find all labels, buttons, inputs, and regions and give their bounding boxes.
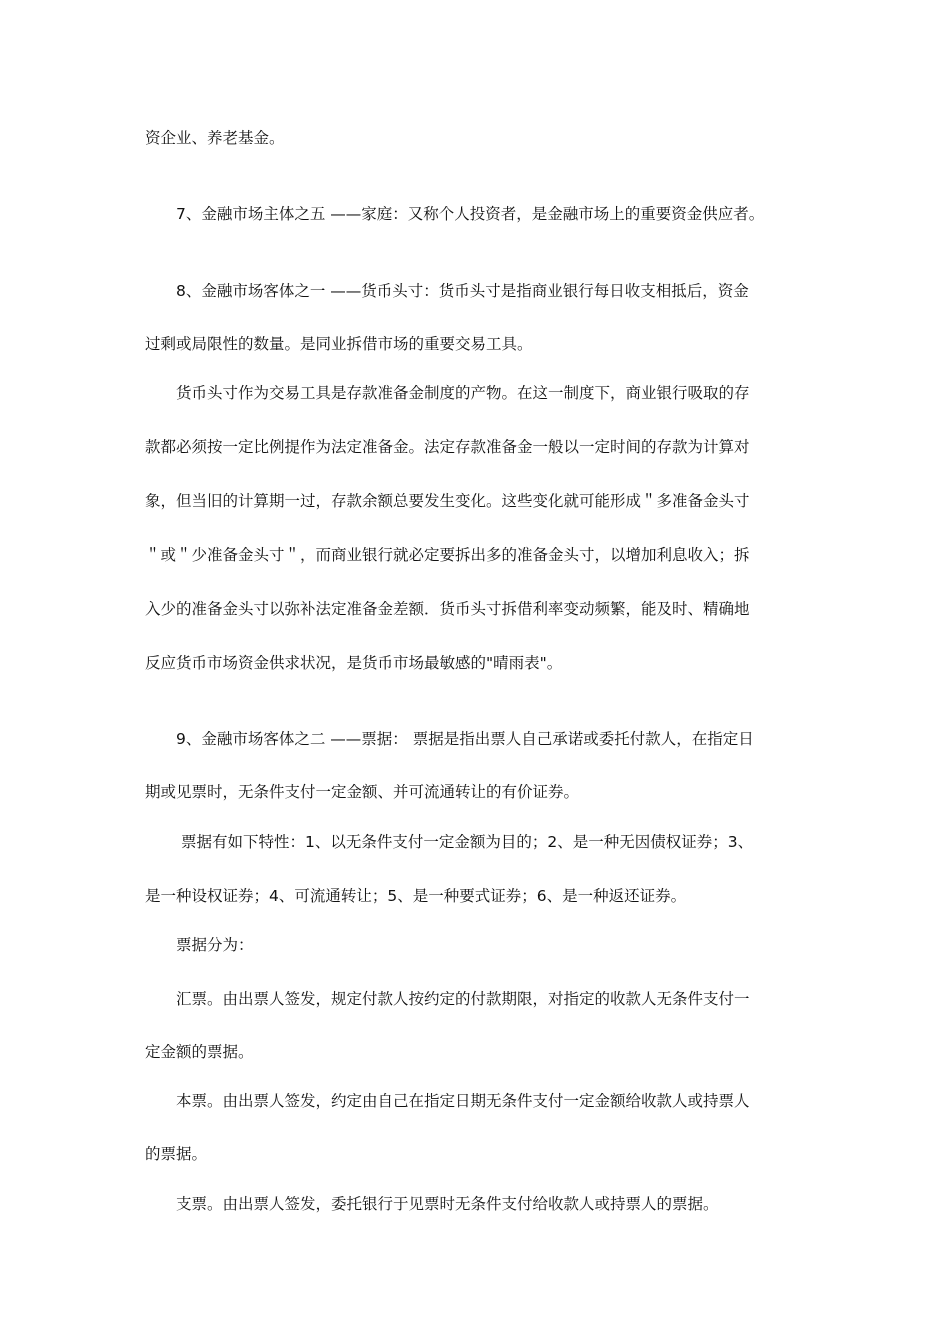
text-line: 反应货币市场资金供求状况，是货币市场最敏感的"晴雨表"。 [145, 654, 563, 672]
text-line: 票据分为： [176, 936, 254, 954]
text-line: 支票。由出票人签发，委托银行于见票时无条件支付给收款人或持票人的票据。 [176, 1195, 719, 1213]
text-line: 定金额的票据。 [145, 1043, 254, 1061]
text-line: 本票。由出票人签发，约定由自己在指定日期无条件支付一定金额给收款人或持票人 [176, 1092, 750, 1110]
text-line: 9、金融市场客体之二 ——票据： 票据是指出票人自己承诺或委托付款人，在指定日 [176, 730, 754, 748]
text-line: 货币头寸作为交易工具是存款准备金制度的产物。在这一制度下，商业银行吸取的存 [176, 384, 750, 402]
text-line: 入少的准备金头寸以弥补法定准备金差额．货币头寸拆借利率变动频繁，能及时、精确地 [145, 600, 750, 618]
text-line: 票据有如下特性：1、以无条件支付一定金额为目的；2、是一种无因债权证券；3、 [181, 833, 754, 851]
text-line: 资企业、养老基金。 [145, 129, 285, 147]
text-line: 是一种设权证券；4、可流通转让；5、是一种要式证券；6、是一种返还证券。 [145, 887, 687, 905]
text-line: 7、金融市场主体之五 ——家庭：又称个人投资者，是金融市场上的重要资金供应者。 [176, 205, 765, 223]
text-line: ＂或＂少准备金头寸＂，而商业银行就必定要拆出多的准备金头寸，以增加利息收入；拆 [145, 546, 750, 564]
text-line: 期或见票时，无条件支付一定金额、并可流通转让的有价证券。 [145, 783, 580, 801]
text-line: 款都必须按一定比例提作为法定准备金。法定存款准备金一般以一定时间的存款为计算对 [145, 438, 750, 456]
text-line: 的票据。 [145, 1145, 208, 1163]
text-line: 象，但当旧的计算期一过，存款余额总要发生变化。这些变化就可能形成＂多准备金头寸 [145, 492, 750, 510]
text-line: 过剩或局限性的数量。是同业拆借市场的重要交易工具。 [145, 335, 533, 353]
text-line: 汇票。由出票人签发，规定付款人按约定的付款期限，对指定的收款人无条件支付一 [176, 990, 750, 1008]
text-line: 8、金融市场客体之一 ——货币头寸：货币头寸是指商业银行每日收支相抵后，资金 [176, 282, 749, 300]
